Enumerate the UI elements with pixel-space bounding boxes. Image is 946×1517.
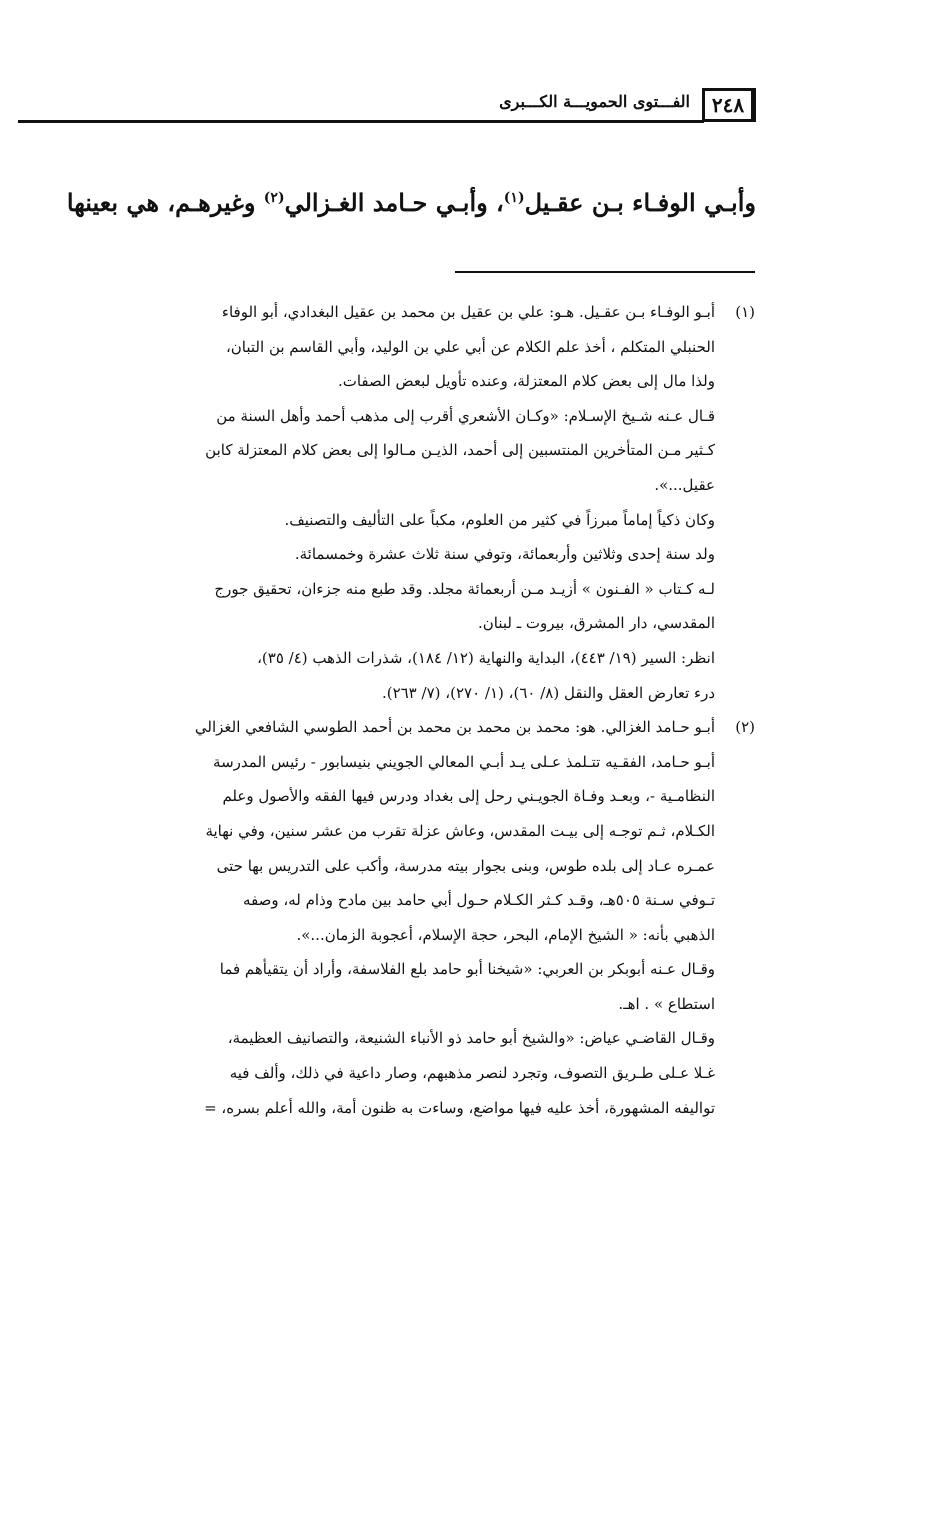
- footnote-ref-2: (٢): [263, 190, 285, 206]
- footnote-text: الذهبي بأنه: « الشيخ الإمام، البحر، حجة الإسلام، أعجوبة الزمان...».: [296, 925, 715, 944]
- footnote-line: [20, 399, 755, 434]
- footnote-line: [20, 952, 755, 987]
- footnote-text: لـه كـتاب « الفـنون » أزيـد مـن أربعمائة مجلد. وقد طبع منه جزءان، تحقيق جورج: [214, 579, 715, 598]
- footnote-text: ولد سنة إحدى وثلاثين وأربعمائة، وتوفي سنة ثلاث عشرة وخمسمائة.: [294, 545, 715, 564]
- footnote-line: [20, 641, 755, 676]
- footnote-text: المقدسي، دار المشرق، بيروت ـ لبنان.: [478, 614, 715, 633]
- footnote-text: وقـال القاضـي عياض: «والشيخ أبو حامد ذو الأنباء الشنيعة، والتصانيف العظيمة،: [227, 1029, 715, 1048]
- footnote-line: [20, 814, 755, 849]
- footnote-text: قـال عـنه شـيخ الإسـلام: «وكـان الأشعري أقرب إلى مذهب أحمد وأهل السنة من: [216, 406, 715, 425]
- page-number: ٢٤٨: [702, 88, 756, 122]
- running-title: الفـــتوى الحمويـــة الكـــبرى: [499, 92, 690, 111]
- footnote-line: [20, 503, 755, 538]
- footnote-line: [20, 745, 755, 780]
- footnote-text: استطاع » . اهـ.: [618, 994, 715, 1013]
- footnote-text: غـلا عـلى طـريق التصوف، وتجرد لنصر مذهبهم، وصار داعية في ذلك، وألف فيه: [229, 1064, 715, 1083]
- footnote-text: عمـره عـاد إلى بلده طوس، وبنى بجوار بيته مدرسة، وأكب على التدريس بها حتى: [216, 856, 715, 875]
- footnote-line: [20, 364, 755, 399]
- footnote-text: ولذا مال إلى بعض كلام المعتزلة، وعنده تأويل لبعض الصفات.: [337, 372, 715, 391]
- page-header: [18, 88, 756, 130]
- footnote-line: [20, 779, 755, 814]
- footnote-line: [20, 1091, 755, 1126]
- footnote-text: تـوفي سـنة ٥٠٥هـ، وقـد كـثر الكـلام حـول أبي حامد بين مادح وذام له، وصفه: [243, 891, 715, 910]
- main-text: [67, 188, 756, 217]
- footnote-line: [20, 1021, 755, 1056]
- footnote-line: [20, 710, 755, 745]
- footnote-line: [20, 849, 755, 884]
- footnote-line: [20, 468, 755, 503]
- footnote-line: [20, 918, 755, 953]
- main-text-part: ، وأبـي حـامد الغـزالي: [284, 188, 504, 217]
- footnote-line: [20, 606, 755, 641]
- footnote-text: الكـلام، ثـم توجـه إلى بيـت المقدس، وعاش عزلة تقرب من عشر سنين، وفي نهاية: [205, 821, 715, 840]
- footnote-text: كـثير مـن المتأخرين المنتسبين إلى أحمد، الذيـن مـالوا إلى بعض كلام المعتزلة كابن: [205, 441, 715, 460]
- footnote-number: (٢): [735, 718, 755, 737]
- footnote-line: [20, 330, 755, 365]
- footnote-text: عقيل...».: [654, 475, 715, 494]
- footnotes: [20, 295, 755, 1125]
- footnote-text: وكان ذكياً إماماً مبرزاً في كثير من العلوم، مكباً على التأليف والتصنيف.: [284, 510, 715, 529]
- footnote-line: [20, 1056, 755, 1091]
- footnote-text: درء تعارض العقل والنقل (٨/ ٦٠)، (١/ ٢٧٠)، (٧/ ٢٦٣).: [381, 683, 715, 702]
- footnote-line: [20, 987, 755, 1022]
- main-text-line: [21, 188, 756, 217]
- footnote-number: (١): [735, 303, 755, 321]
- footnote-text: الحنبلي المتكلم ، أخذ علم الكلام عن أبي علي بن الوليد، وأبي القاسم بن التبان،: [225, 337, 715, 356]
- footnote-text: وقـال عـنه أبوبكر بن العربي: «شيخنا أبو حامد بلع الفلاسفة، وأراد أن يتقيأهم فما: [219, 960, 715, 979]
- main-text-part: وأبـي الوفـاء بـن عقـيل: [524, 188, 756, 217]
- footnote-text: أبـو الوفـاء بـن عقـيل. هـو: علي بن عقيل بن محمد بن عقيل البغدادي، أبو الوفاء: [221, 303, 715, 321]
- footnote-line: [20, 676, 755, 711]
- footnote-line: [20, 433, 755, 468]
- footnote-divider: [455, 271, 755, 273]
- footnote-line: [20, 537, 755, 572]
- footnote-line: [20, 295, 755, 330]
- main-text-part: وغيرهـم، هي بعينها: [66, 188, 264, 217]
- footnote-text: أبـو حـامد الغزالي. هو: محمد بن محمد بن محمد بن أحمد الطوسي الشافعي الغزالي: [194, 718, 715, 737]
- footnote-text: تواليفه المشهورة، أخذ عليه فيها مواضع، وساءت به ظنون أمة، والله أعلم بسره، =: [204, 1098, 715, 1117]
- footnote-text: أبـو حـامد، الفقـيه تتـلمذ عـلى يـد أبـي المعالي الجويني بنيسابور - رئيس المدرسة: [213, 752, 715, 771]
- footnote-line: [20, 572, 755, 607]
- footnote-text: النظامـية -، وبعـد وفـاة الجويـني رحل إلى بغداد ودرس فيها الفقه والأصول وعلم: [222, 787, 715, 806]
- footnote-text: انظر: السير (١٩/ ٤٤٣)، البداية والنهاية (١٢/ ١٨٤)، شذرات الذهب (٤/ ٣٥)،: [257, 648, 715, 667]
- footnote-line: [20, 883, 755, 918]
- header-rule: [18, 120, 704, 123]
- footnote-ref-1: (١): [503, 190, 525, 206]
